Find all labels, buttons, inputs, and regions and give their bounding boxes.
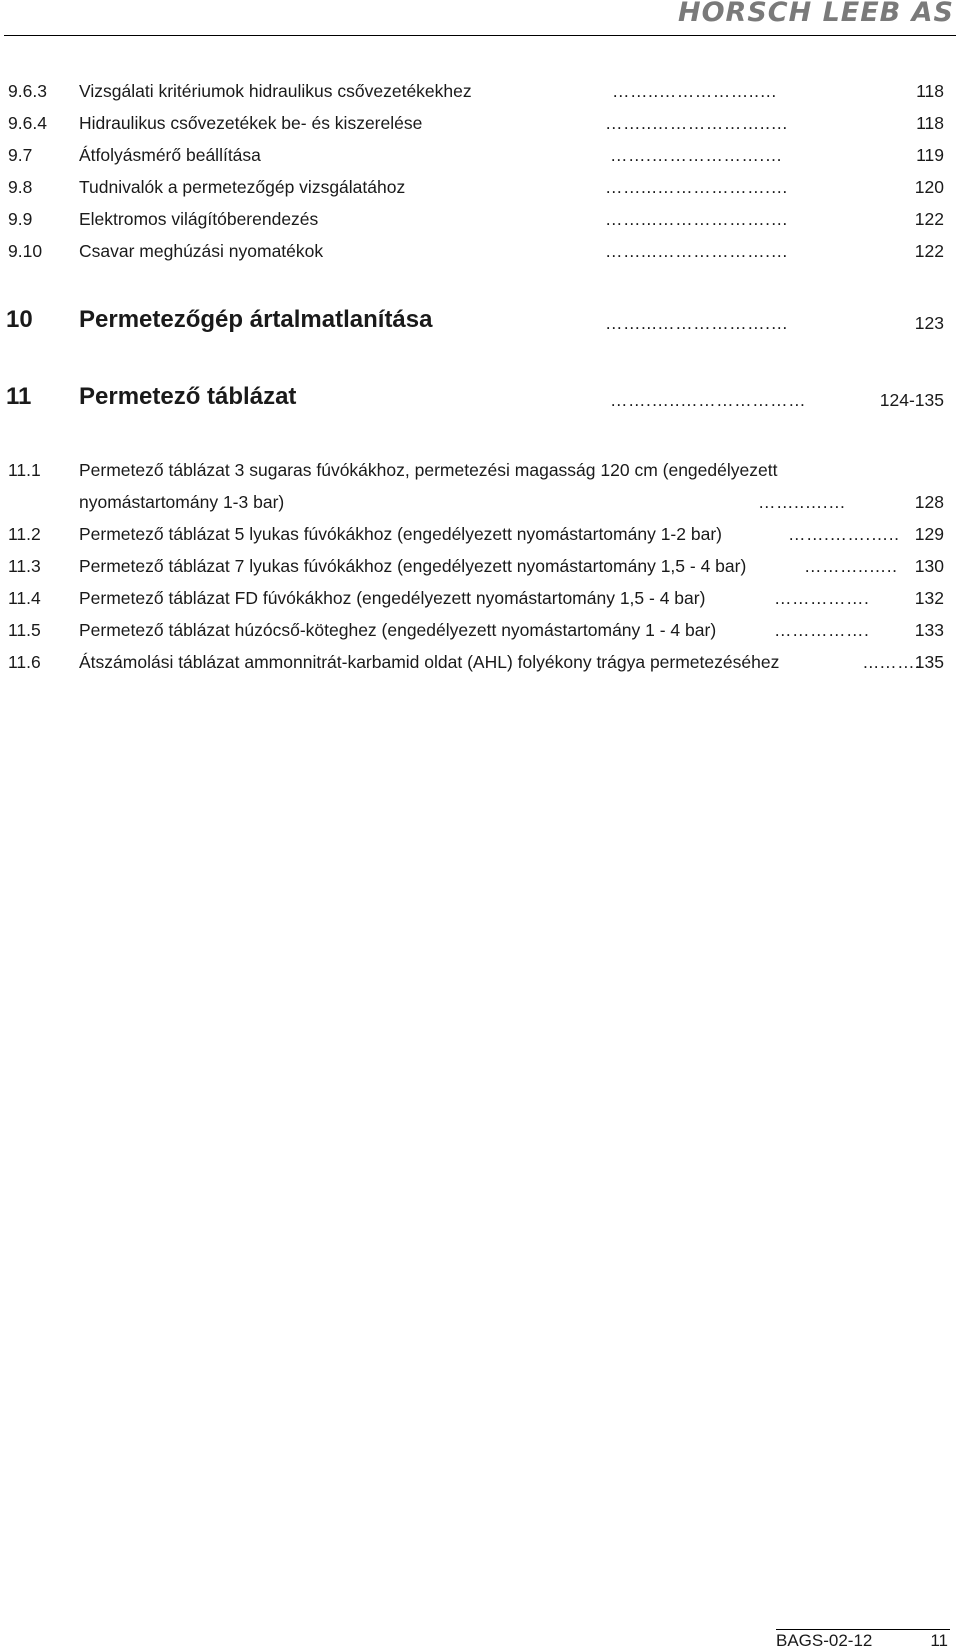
toc-entry-page: 123	[914, 313, 944, 333]
toc-entry-page: 129	[914, 524, 944, 544]
toc-entry-page: 122	[914, 209, 944, 229]
toc-entry-leader: ……..….…	[758, 492, 847, 512]
toc-entry-leader: …….……………….…	[610, 145, 783, 165]
toc-entry-leader: ……...……………….…	[605, 177, 789, 197]
toc-entry-leader: …….…..…………………	[610, 390, 807, 410]
toc-entry-leader: ………..…..	[804, 556, 898, 576]
toc-entry-page: 118	[916, 113, 944, 133]
toc-entry-number: 9.9	[8, 209, 33, 229]
toc-entry-number: 9.8	[8, 177, 33, 197]
toc-entry-title: Csavar meghúzási nyomatékok	[79, 241, 324, 261]
toc-entry-title: Vizsgálati kritériumok hidraulikus csővezetékekhez	[79, 81, 472, 101]
toc-entry-number: 11.6	[8, 652, 41, 672]
toc-entry-leader: …………….	[774, 588, 870, 608]
toc-entry-title: Permetező táblázat 7 lyukas fúvókákhoz (engedélyezett nyomástartomány 1,5 - 4 bar)	[79, 556, 747, 576]
toc-entry-leader: ……...……………….…	[605, 241, 789, 261]
toc-entry-number: 10	[6, 306, 33, 333]
toc-entry-page: 124-135	[879, 390, 944, 410]
toc-entry[interactable]	[0, 459, 960, 513]
toc-entry-page: 128	[914, 492, 944, 512]
toc-entry-title: Hidraulikus csővezetékek be- és kiszerelése	[79, 113, 423, 133]
toc-entry-title: Permetező táblázat húzócső-köteghez (engedélyezett nyomástartomány 1 - 4 bar)	[79, 620, 717, 640]
toc-entry-title: Permetező táblázat FD fúvókákhoz (engedélyezett nyomástartomány 1,5 - 4 bar)	[79, 588, 706, 608]
toc-entry-number: 11.1	[8, 460, 41, 480]
toc-entry-title: Permetező táblázat 3 sugaras fúvókákhoz, permetezési magasság 120 cm (engedélyezett	[79, 460, 778, 480]
toc-entry-page: 118	[916, 81, 944, 101]
toc-entry-number: 11.3	[8, 556, 41, 576]
toc-entry-number: 11.2	[8, 524, 41, 544]
company-logo: HORSCH LEEB AS	[677, 0, 954, 28]
toc-entry-number: 9.6.4	[8, 113, 47, 133]
document-code: BAGS-02-12	[776, 1631, 873, 1650]
toc-entry-page: 130	[914, 556, 944, 576]
toc-entry-leader: ……...……………….…	[605, 209, 789, 229]
toc-entry-leader: ...…….	[863, 652, 921, 672]
toc-entry-number: 11	[6, 383, 32, 410]
toc-entry-title: Permetezőgép ártalmatlanítása	[79, 306, 433, 333]
toc-entry-page: 135	[914, 652, 944, 672]
toc-entry-title: Átfolyásmérő beállítása	[79, 145, 261, 165]
toc-entry-page: 119	[916, 145, 944, 165]
toc-entry-title: Permetező táblázat	[79, 383, 297, 410]
toc-entry-leader: ……...……………….…	[605, 313, 789, 333]
toc-entry-title: Átszámolási táblázat ammonnitrát-karbamid oldat (AHL) folyékony trágya permetezéséhez	[79, 652, 780, 672]
toc-entry-leader: …….…….…..	[788, 524, 900, 544]
toc-entry-number: 9.10	[8, 241, 43, 261]
toc-entry-page: 133	[914, 620, 944, 640]
toc-entry-title: Elektromos világítóberendezés	[79, 209, 319, 229]
toc-entry-number: 9.6.3	[8, 81, 47, 101]
toc-entry-number: 11.4	[8, 588, 41, 608]
toc-entry-title: Permetező táblázat 5 lyukas fúvókákhoz (engedélyezett nyomástartomány 1-2 bar)	[79, 524, 722, 544]
toc-entry-leader: ……..……………..…	[612, 81, 778, 101]
toc-entry-title: Tudnivalók a permetezőgép vizsgálatához	[79, 177, 406, 197]
toc-entry-page: 132	[914, 588, 944, 608]
header-divider	[4, 35, 956, 36]
toc-entry-page: 122	[914, 241, 944, 261]
toc-entry-number: 9.7	[8, 145, 33, 165]
toc-entry-title-continuation: nyomástartomány 1-3 bar)	[79, 492, 285, 512]
page-number: 11	[930, 1631, 948, 1650]
toc-entry-leader: ……..………………..…	[605, 113, 789, 133]
toc-entry-page: 120	[914, 177, 944, 197]
toc-entry-leader: …………….	[774, 620, 870, 640]
toc-entry-number: 11.5	[8, 620, 41, 640]
